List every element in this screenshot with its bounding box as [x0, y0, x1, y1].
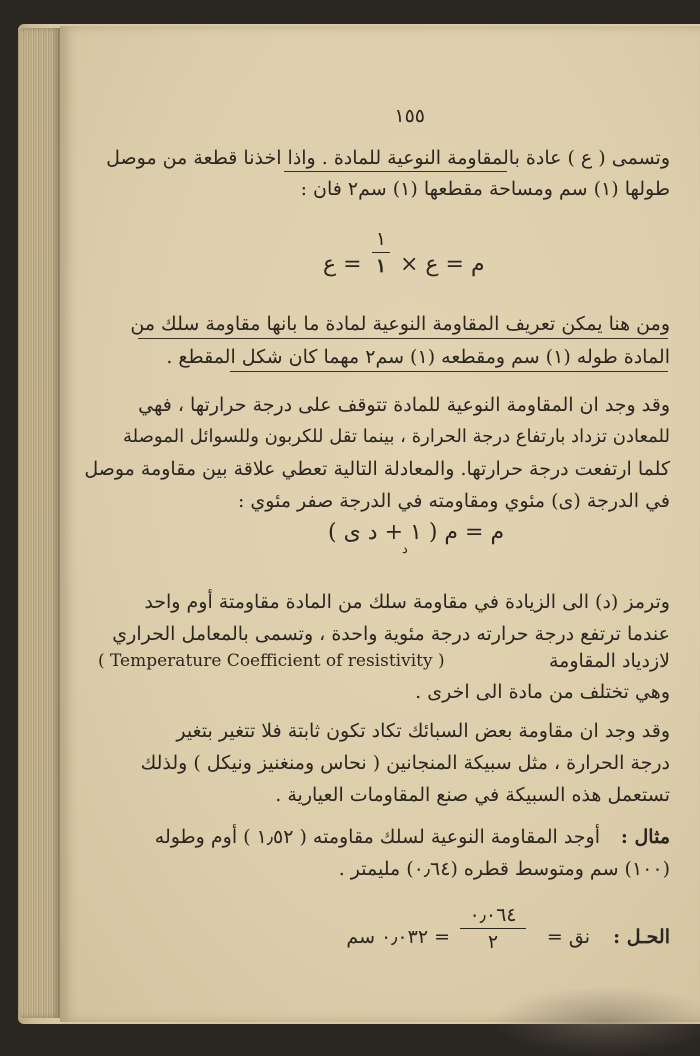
equation-2: م = م ( ١ + د ى ) [328, 520, 505, 545]
text-line-12: وهي تختلف من مادة الى اخرى . [415, 681, 670, 703]
book-page [60, 26, 700, 1022]
text-line-15: تستعمل هذه السبيكة في صنع المقاومات العيارية . [275, 784, 670, 806]
text-line-9: وترمز (د) الى الزيادة في مقاومة سلك من المادة مقاومتة أوم واحد [144, 591, 670, 613]
text-line-8: في الدرجة (ى) مئوي ومقاومته في الدرجة صفر مئوي : [237, 490, 670, 512]
solution-label: الحـل : [613, 926, 670, 948]
example-label: مثال : [620, 826, 670, 848]
fraction-bar [372, 252, 390, 253]
solution-result: = ٠٫٠٣٢ سم [346, 926, 450, 948]
text-line-14: درجة الحرارة ، مثل سبيكة المنجانين ( نحاس ومنغنيز ونيكل ) ولذلك [140, 752, 670, 774]
text-line-3: ومن هنا يمكن تعريف المقاومة النوعية لمادة ما بانها مقاومة سلك من [130, 313, 670, 335]
text-line-1: وتسمى ( ع ) عادة بالمقاومة النوعية للمادة . واذا اخذنا قطعة من موصل [106, 147, 670, 169]
underline-1 [284, 171, 507, 172]
page-edges [18, 28, 60, 1018]
equation-2-subscript: د [402, 542, 408, 557]
underline-3 [138, 338, 668, 339]
text-line-4: المادة طوله (١) سم ومقطعه (١) سم٢ مهما كان شكل المقطع . [166, 346, 670, 368]
text-line-13: وقد وجد ان مقاومة بعض السبائك تكاد تكون ثابتة فلا تتغير بتغير [176, 720, 670, 742]
text-line-6: للمعادن تزداد بارتفاع درجة الحرارة ، بينما تقل للكربون وللسوائل الموصلة [123, 426, 670, 447]
text-line-11-english: ( Temperature Coefficient of resistivity ) [98, 651, 445, 671]
equation-1-rhs: = ع [323, 252, 362, 277]
equation-1-fraction [372, 228, 390, 277]
solution-numerator: ٠٫٠٦٤ [469, 904, 517, 926]
solution-variable: نق = [546, 926, 590, 948]
text-line-7: كلما ارتفعت درجة حرارتها. والمعادلة التالية تعطي علاقة بين مقاومة موصل [84, 458, 670, 480]
solution-fraction [460, 904, 526, 953]
equation-1-denominator: ١ [375, 255, 387, 277]
text-line-5: وقد وجد ان المقاومة النوعية للمادة تتوقف على درجة حرارتها ، فهي [138, 394, 670, 416]
text-line-10: عندما ترتفع درجة حرارته درجة مئوية واحدة ، وتسمى بالمعامل الحراري [112, 623, 670, 645]
text-line-2: طولها (١) سم ومساحة مقطعها (١) سم٢ فان : [300, 178, 670, 200]
equation-1-numerator: ١ [375, 228, 387, 250]
text-line-17: (١٠٠) سم ومتوسط قطره (٠٫٦٤) مليمتر . [338, 858, 670, 880]
text-line-11-arabic: لازدياد المقاومة [548, 650, 670, 672]
solution-denominator: ٢ [487, 931, 499, 953]
page-stain [490, 986, 700, 1056]
underline-4 [230, 371, 668, 372]
text-line-16: أوجد المقاومة النوعية لسلك مقاومته ( ١٫٥٢ ) أوم وطوله [154, 826, 600, 848]
page-number: ١٥٥ [394, 105, 425, 127]
equation-1-lhs: م = ع × [400, 252, 485, 277]
fraction-bar [460, 928, 526, 929]
